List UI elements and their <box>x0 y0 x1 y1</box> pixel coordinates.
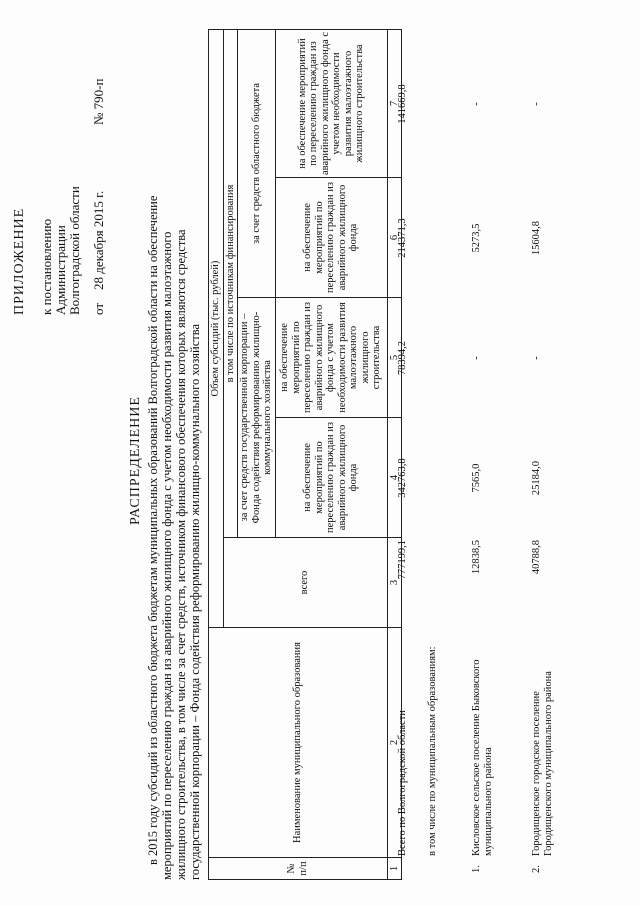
row-c6 <box>426 178 470 298</box>
index-cell: 5 <box>387 298 402 418</box>
row-c5: - <box>531 356 542 360</box>
col-header-fund: за счет средств государственной корпорации – Фонда содействия реформированию жилищно-коммунального хозяйства <box>238 298 276 538</box>
index-cell: 1 <box>387 858 402 880</box>
col-header-incl: в том числе по источникам финансирования <box>223 30 238 538</box>
description-line-4: государственной корпорации – Фонда содействия реформированию жилищно-коммунального хозяйства <box>188 323 202 880</box>
header-line-3: Волгоградской области <box>67 186 82 315</box>
row-c5 <box>426 298 470 418</box>
col-header-regional: за счет средств областного бюджета <box>238 30 276 298</box>
row-num <box>396 858 426 880</box>
index-cell: 7 <box>387 30 402 178</box>
col-header-total: всего <box>223 538 387 628</box>
row-c6: 214371,3 <box>397 218 408 258</box>
row-total <box>426 538 470 628</box>
row-c7 <box>426 30 470 178</box>
header-line-1: к постановлению <box>39 218 54 315</box>
col-header-num: № п/п <box>209 858 388 880</box>
description-line-3: жилищного строительства, в том числе за счет средств, источником финансового обеспечения которых являются средства <box>174 229 188 880</box>
row-c4: 342763,8 <box>397 458 408 498</box>
col-header-5: на обеспечение мероприятий по переселению граждан из аварийного жилищного фонда с учетом необходимости развития малоэтажного жилищного строительства <box>275 298 387 418</box>
subsidy-table <box>208 29 402 880</box>
table-row <box>426 30 470 880</box>
subsidy-table-body <box>396 30 574 880</box>
table-row <box>396 30 426 880</box>
row-c6: 5273,5 <box>471 223 482 253</box>
index-cell: 4 <box>387 418 402 538</box>
index-cell: 2 <box>387 628 402 858</box>
row-c5: 78394,2 <box>397 340 408 376</box>
description-line-1: в 2015 году субсидий из областного бюджета бюджетам муниципальных образований Волгоградской области на обеспечение <box>146 195 160 865</box>
decree-date: 28 декабря 2015 г. <box>91 190 106 290</box>
row-name: Городищенское городское поселение Городищенского муниципального района <box>531 671 554 856</box>
row-total: 40788,8 <box>531 540 542 575</box>
document-title: РАСПРЕДЕЛЕНИЕ <box>128 396 143 525</box>
row-name: в том числе по муниципальным образованиям: <box>427 646 438 856</box>
row-name: Кисловское сельское поселение Быковского муниципального района <box>471 659 494 856</box>
row-c6: 15604,8 <box>531 220 542 256</box>
row-c7: 141669,8 <box>397 84 408 124</box>
row-c5: - <box>471 356 482 360</box>
index-cell: 3 <box>387 538 402 628</box>
date-prefix: от <box>91 302 106 315</box>
row-c4 <box>426 418 470 538</box>
row-c7: - <box>531 102 542 106</box>
row-name: Всего по Волгоградской области <box>397 710 408 856</box>
decree-number: № 790-п <box>91 78 106 125</box>
col-header-volume: Объем субсидий (тыс. рублей) <box>209 30 224 628</box>
appendix-heading: ПРИЛОЖЕНИЕ <box>12 207 27 315</box>
description-line-2: мероприятий по переселению граждан из аварийного жилищного фонда с учетом необходимости развития малоэтажного <box>160 231 174 880</box>
row-c7: - <box>471 102 482 106</box>
col-header-6: на обеспечение мероприятий по переселению граждан из аварийного жилищного фонда <box>275 178 387 298</box>
row-num <box>426 858 470 880</box>
col-header-7: на обеспечение мероприятий по переселению граждан из аварийного жилищного фонда с учетом необходимости развития малоэтажного жилищного строительства <box>275 30 387 178</box>
row-c4: 25184,0 <box>531 460 542 496</box>
table-row <box>470 30 530 880</box>
index-cell: 6 <box>387 178 402 298</box>
row-c4: 7565,0 <box>471 463 482 493</box>
row-num: 1. <box>471 865 482 873</box>
table-row <box>530 30 574 880</box>
row-num: 2. <box>531 865 542 873</box>
row-total: 777199,1 <box>397 540 408 580</box>
col-header-name: Наименование муниципального образования <box>209 628 388 858</box>
header-line-2: Администрации <box>53 225 68 315</box>
col-header-4: на обеспечение мероприятий по переселению граждан из аварийного жилищного фонда <box>275 418 387 538</box>
row-total: 12838,5 <box>471 540 482 575</box>
